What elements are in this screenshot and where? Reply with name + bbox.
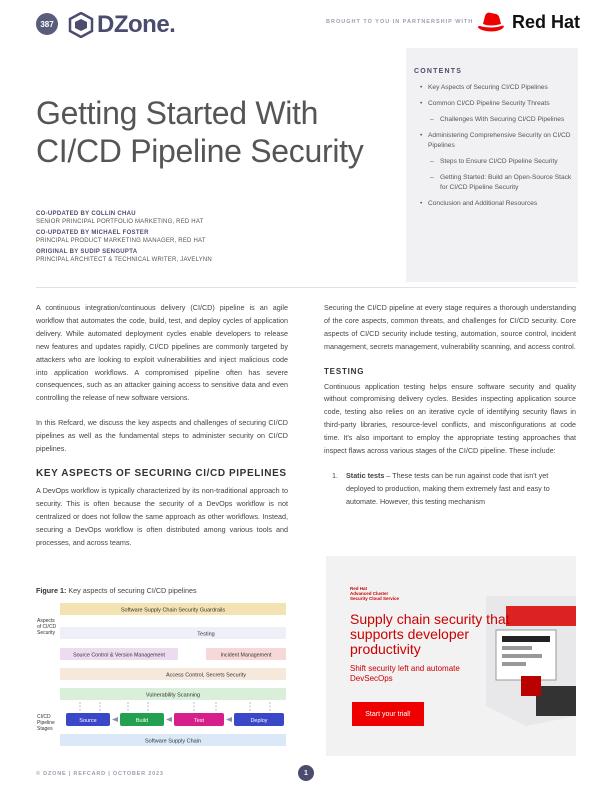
paragraph: A continuous integration/continuous delivery (CI/CD) pipeline is an agile workflow that automates the code, build, test, and deploy cycles of application delivery. While automated deployment cycles enable developers to release new features and updates rapidly, CI/CD pipelines are commonly targeted by attackers who are looking to exploit vulnerabilities and inject malicious code into application workflows. A compromised pipeline often has severe consequences, such as an attacker gaining access to sensitive data and even controlling the release of new software versions. — [36, 303, 288, 403]
ad-brand-line: Security Cloud Service — [350, 596, 400, 601]
credit-role: PRINCIPAL ARCHITECT & TECHNICAL WRITER, JAVELYNN — [36, 257, 212, 263]
title-line-2: CI/CD Pipeline Security — [36, 133, 364, 169]
toc-item[interactable]: • Common CI/CD Pipeline Security Threats — [414, 99, 572, 109]
testing-bar — [60, 627, 286, 639]
credit-role: SENIOR PRINCIPAL PORTFOLIO MARKETING, RED HAT — [36, 219, 204, 225]
ad-brand — [350, 586, 399, 601]
paragraph: A DevOps workflow is typically characterized by its non-traditional approach to security. This is often because the security of a DevOps workflow is not centralized or does not follow the same approach as other workflows. Instead, securing a DevOps workflow is often distributed among various tools and processes, and across teams. — [36, 485, 288, 547]
body-column-right — [324, 302, 576, 509]
incident-label: Incident Management — [220, 652, 272, 659]
issue-badge: 387 — [36, 13, 58, 35]
figure-caption-text: Key aspects of securing CI/CD pipelines — [68, 586, 197, 595]
dzone-logo[interactable] — [68, 11, 175, 39]
table-of-contents — [414, 83, 572, 215]
ad-brand-line: Red Hat — [350, 586, 368, 591]
toc-subitem[interactable]: – Challenges With Securing CI/CD Pipelines — [414, 115, 572, 125]
toc-item[interactable]: • Key Aspects of Securing CI/CD Pipelines — [414, 83, 572, 93]
redhat-wordmark: Red Hat — [512, 11, 581, 32]
list-number: 1. — [332, 470, 338, 480]
toc-subitem[interactable]: – Steps to Ensure CI/CD Pipeline Security — [414, 157, 572, 167]
footer: © DZONE | REFCARD | OCTOBER 2023 — [36, 771, 164, 777]
source-control-label: Source Control & Version Management — [73, 652, 165, 659]
start-trial-button[interactable]: Start your trial! — [352, 702, 424, 726]
credit-role: PRINCIPAL PRODUCT MARKETING MANAGER, RED HAT — [36, 238, 206, 244]
access-label: Access Control, Secrets Security — [165, 672, 247, 679]
body-column-left — [36, 302, 288, 561]
credit-name: ORIGINAL BY SUDIP SENGUPTA — [36, 249, 138, 255]
credits — [36, 210, 336, 267]
stage-source-label: Source — [79, 718, 97, 724]
ad-subline: Shift security left and automate DevSecOps — [350, 664, 460, 683]
credit-name: CO-UPDATED BY COLLIN CHAU — [36, 211, 136, 217]
toc-item[interactable]: • Administering Comprehensive Security on CI/CD Pipelines — [414, 131, 572, 151]
paragraph: Continuous application testing helps ensure software security and quality without compromising delivery cycles. Besides inspecting application source code, testing also relies on an iterative cycle of identifying security flaws in third-party libraries, resource-level conflicts, and misconfigurations at code time. It's also important to employ the appropriate testing approaches that inspect flaws across various stages of the CI/CD pipeline. These include: — [324, 381, 576, 456]
title-line-1: Getting Started With — [36, 95, 319, 131]
toc-subitem[interactable]: – Getting Started: Build an Open-Source Stack for CI/CD Pipeline Security — [414, 173, 572, 193]
testing-label: Testing — [197, 631, 215, 638]
stage-build-label: Build — [135, 718, 149, 724]
supply-chain-label: Software Supply Chain — [145, 738, 201, 745]
credit-name: CO-UPDATED BY MICHAEL FOSTER — [36, 230, 149, 236]
aspects-label: Aspects of CI/CD Security — [37, 618, 57, 636]
page-number: 1 — [298, 765, 314, 781]
section-heading: KEY ASPECTS OF SECURING CI/CD PIPELINES — [36, 467, 287, 479]
divider — [36, 287, 576, 288]
list-item-text — [346, 470, 576, 509]
stages-label: CI/CD Pipeline Stages — [37, 714, 55, 732]
figure-caption — [36, 586, 197, 595]
page-title — [36, 94, 386, 170]
list-item-body: – These tests can be run against code that isn't yet deployed to production, making them extremely fast and easy to automate. However, this testing mechanism — [346, 470, 550, 506]
numbered-list-item — [324, 470, 576, 509]
subsection-heading: TESTING — [324, 366, 365, 376]
figure-label: Figure 1: — [36, 586, 67, 595]
paragraph: Securing the CI/CD pipeline at every stage requires a thorough understanding of the core aspects, common threats, and challenges for CI/CD security. Core aspects of CI/CD security include testing, automation, source control, incident management, secrets management, vulnerability scanning, and access control. — [324, 303, 576, 351]
partner-label: BROUGHT TO YOU IN PARTNERSHIP WITH — [326, 19, 474, 25]
ad-headline: Supply chain security that supports developer productivity — [350, 611, 510, 657]
dzone-hex-icon — [68, 12, 94, 38]
dzone-wordmark: DZone. — [97, 11, 176, 38]
paragraph: In this Refcard, we discuss the key aspects and challenges of securing CI/CD pipelines as well as the fundamental steps to administer security on CI/CD pipelines. — [36, 418, 288, 454]
security-diagram — [36, 600, 288, 752]
redhat-fedora-icon — [476, 10, 506, 34]
ad-brand-line: Advanced Cluster — [350, 591, 389, 596]
stage-deploy-label: Deploy — [250, 718, 268, 724]
redhat-logo[interactable] — [476, 10, 580, 34]
stage-test-label: Test — [193, 718, 205, 724]
vuln-label: Vulnerability Scanning — [145, 692, 201, 699]
contents-title: CONTENTS — [414, 68, 463, 75]
list-item-title: Static tests — [346, 470, 385, 480]
toc-item[interactable]: • Conclusion and Additional Resources — [414, 199, 572, 209]
advertisement[interactable] — [326, 556, 576, 756]
guardrails-label: Software Supply Chain Security Guardrails — [120, 607, 226, 614]
